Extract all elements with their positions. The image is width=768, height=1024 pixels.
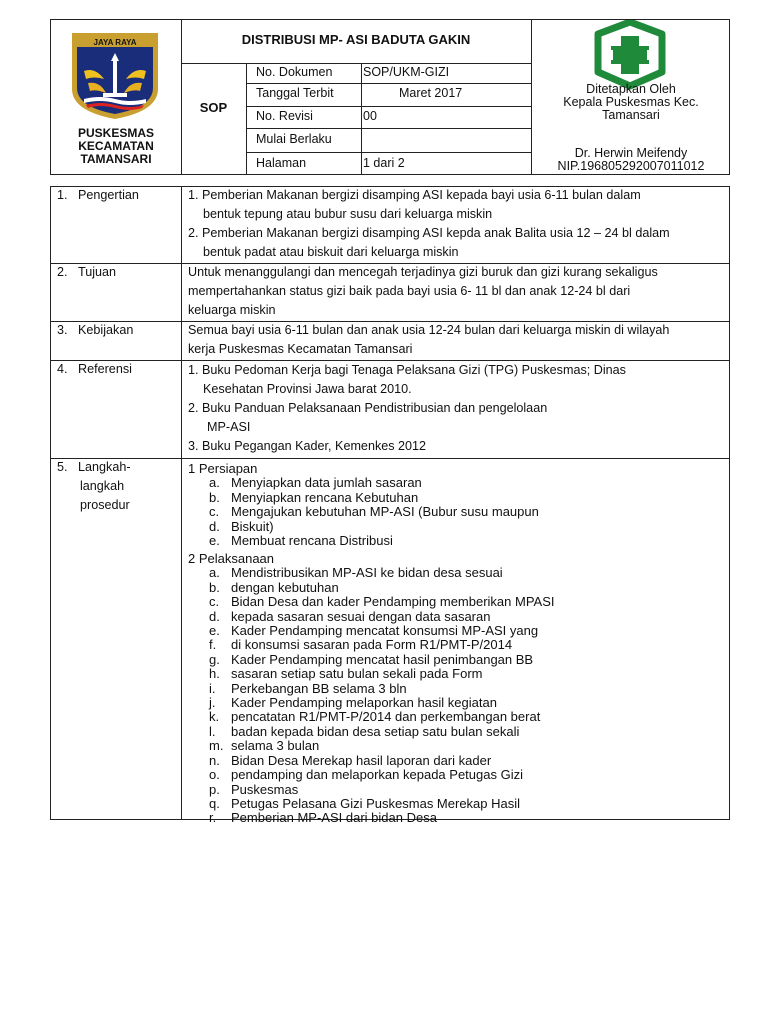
list-item xyxy=(209,534,539,548)
list-marker: a. xyxy=(209,565,220,581)
list-marker: o. xyxy=(209,767,220,783)
section-referensi-label: 4. Referensi xyxy=(57,362,132,376)
list-item xyxy=(209,696,555,710)
list-item xyxy=(209,725,555,739)
list-item xyxy=(209,783,555,797)
list-item xyxy=(209,811,555,825)
list-marker: d. xyxy=(209,518,220,534)
list-marker: m. xyxy=(209,738,224,754)
list-marker: j. xyxy=(209,695,216,711)
list-text: Menyiapkan rencana Kebutuhan xyxy=(231,489,419,505)
page-value: 1 dari 2 xyxy=(363,156,405,170)
puskesmas-logo xyxy=(587,20,673,90)
section-pengertian-label: 1. Pengertian xyxy=(57,188,139,202)
section-pengertian-content: 1. Pemberian Makanan bergizi disamping ASI kepada bayi usia 6-11 bulan dalam bentuk tepung atau bubur susu dari keluarga miskin 2. Pemberian Makanan bergizi disamping ASI kepda anak Balita usia 12 – 24 bl dalam bentuk padat atau biskuit dari keluarga miskin xyxy=(188,188,670,259)
list-text: pendamping dan melaporkan kepada Petugas Gizi xyxy=(231,767,523,783)
list-text: Bidan Desa Merekap hasil laporan dari kader xyxy=(231,752,492,768)
list-marker: a. xyxy=(209,475,220,491)
sop-label: SOP xyxy=(199,100,228,115)
section-tujuan-label: 2. Tujuan xyxy=(57,265,117,279)
list-item xyxy=(209,768,555,782)
list-text: Kader Pendamping mencatat hasil penimbangan BB xyxy=(231,651,534,667)
list-marker: i. xyxy=(209,680,216,696)
list-item xyxy=(209,595,555,609)
list-marker: e. xyxy=(209,533,220,549)
list-text: Biskuit) xyxy=(231,518,274,534)
list-marker: d. xyxy=(209,608,220,624)
list-marker: k. xyxy=(209,709,220,725)
signer-name: Dr. Herwin Meifendy xyxy=(574,146,688,160)
list-text: Mengajukan kebutuhan MP-ASI (Bubur susu maupun xyxy=(231,504,539,520)
issue-date-label: Tanggal Terbit xyxy=(256,86,334,100)
section-referensi-content: 1. Buku Pedoman Kerja bagi Tenaga Pelaksana Gizi (TPG) Puskesmas; Dinas Kesehatan Provinsi Jawa barat 2010. 2. Buku Panduan Pelaksanaan Pendistribusian dan pengelolaan MP-ASI 3. Buku Pegangan Kader, Kemenkes 2012 xyxy=(188,363,626,453)
list-text: pencatatan R1/PMT-P/2014 dan perkembangan berat xyxy=(231,709,541,725)
list-text: Bidan Desa dan kader Pendamping memberikan MPASI xyxy=(231,594,555,610)
list-text: Petugas Pelasana Gizi Puskesmas Merekap Hasil xyxy=(231,795,521,811)
signer-block xyxy=(531,147,731,173)
list-text: Menyiapkan data jumlah sasaran xyxy=(231,475,422,491)
doc-number-value: SOP/UKM-GIZI xyxy=(363,65,450,79)
list-marker: g. xyxy=(209,651,220,667)
procedure-table xyxy=(50,186,730,826)
section-kebijakan-content: Semua bayi usia 6-11 bulan dan anak usia 12-24 bulan dari keluarga miskin di wilayah kerja Puskesmas Kecamatan Tamansari xyxy=(188,323,670,356)
list-marker: c. xyxy=(209,504,220,520)
list-text: Perkebangan BB selama 3 bln xyxy=(231,680,407,696)
list-item xyxy=(209,653,555,667)
list-marker: n. xyxy=(209,752,220,768)
list-marker: q. xyxy=(209,795,220,811)
list-item xyxy=(209,754,555,768)
list-marker: e. xyxy=(209,623,220,639)
pelaksanaan-title: 2 Pelaksanaan xyxy=(188,551,275,566)
list-item xyxy=(209,610,555,624)
list-text: Pemberian MP-ASI dari bidan Desa xyxy=(231,810,437,826)
list-item xyxy=(209,667,555,681)
list-text: Puskesmas xyxy=(231,781,299,797)
persiapan-title: 1 Persiapan xyxy=(188,461,258,476)
list-marker: r. xyxy=(209,810,217,826)
jakarta-emblem-logo xyxy=(70,31,160,121)
list-text: Membuat rencana Distribusi xyxy=(231,533,393,549)
list-item xyxy=(209,566,555,580)
section-langkah-label: 5. Langkah- langkah prosedur xyxy=(57,460,131,512)
list-marker: b. xyxy=(209,579,220,595)
pelaksanaan-list xyxy=(188,552,555,826)
list-item xyxy=(209,581,555,595)
list-marker: f. xyxy=(209,637,217,653)
list-marker: l. xyxy=(209,723,216,739)
effective-date-label: Mulai Berlaku xyxy=(256,132,332,146)
section-tujuan-content: Untuk menanggulangi dan mencegah terjadinya gizi buruk dan gizi kurang sekaligus mempertahankan status gizi baik pada bayi usia 6- 11 bl dan anak 12-24 bl dari keluarga miskin xyxy=(188,265,658,317)
list-item xyxy=(209,638,555,652)
list-item xyxy=(209,520,539,534)
list-item xyxy=(209,624,555,638)
list-item xyxy=(209,491,539,505)
revision-label: No. Revisi xyxy=(256,109,313,123)
sop-header xyxy=(50,19,730,175)
list-text: selama 3 bulan xyxy=(231,738,320,754)
list-marker: h. xyxy=(209,666,220,682)
list-text: Kader Pendamping melaporkan hasil kegiatan xyxy=(231,695,497,711)
institution-name: PUSKESMAS KECAMATAN TAMANSARI xyxy=(77,126,154,166)
list-item xyxy=(209,476,539,490)
svg-text:JAYA RAYA: JAYA RAYA xyxy=(93,38,137,47)
doc-number-label: No. Dokumen xyxy=(256,65,333,79)
persiapan-list xyxy=(188,462,539,548)
list-text: di konsumsi sasaran pada Form R1/PMT-P/2014 xyxy=(231,637,513,653)
list-text: sasaran setiap satu bulan sekali pada Form xyxy=(231,666,483,682)
list-text: Kader Pendamping mencatat konsumsi MP-ASI yang xyxy=(231,623,539,639)
document-title: DISTRIBUSI MP- ASI BADUTA GAKIN xyxy=(241,32,471,47)
list-text: badan kepada bidan desa setiap satu bulan sekali xyxy=(231,723,520,739)
approval-text: Ditetapkan Oleh Kepala Puskesmas Kec. Tamansari xyxy=(563,82,699,122)
signer-nip: NIP.196805292007011012 xyxy=(557,159,705,173)
list-text: kepada sasaran sesuai dengan data sasaran xyxy=(231,608,491,624)
list-marker: c. xyxy=(209,594,220,610)
list-item xyxy=(209,739,555,753)
list-marker: b. xyxy=(209,489,220,505)
list-text: Mendistribusikan MP-ASI ke bidan desa sesuai xyxy=(231,565,503,581)
list-item xyxy=(209,797,555,811)
list-marker: p. xyxy=(209,781,220,797)
page-label: Halaman xyxy=(256,156,307,170)
list-text: dengan kebutuhan xyxy=(231,579,339,595)
list-item xyxy=(209,505,539,519)
list-item xyxy=(209,710,555,724)
list-item xyxy=(209,682,555,696)
section-kebijakan-label: 3. Kebijakan xyxy=(57,323,134,337)
issue-date-value: Maret 2017 xyxy=(399,86,463,100)
revision-value: 00 xyxy=(363,109,377,123)
